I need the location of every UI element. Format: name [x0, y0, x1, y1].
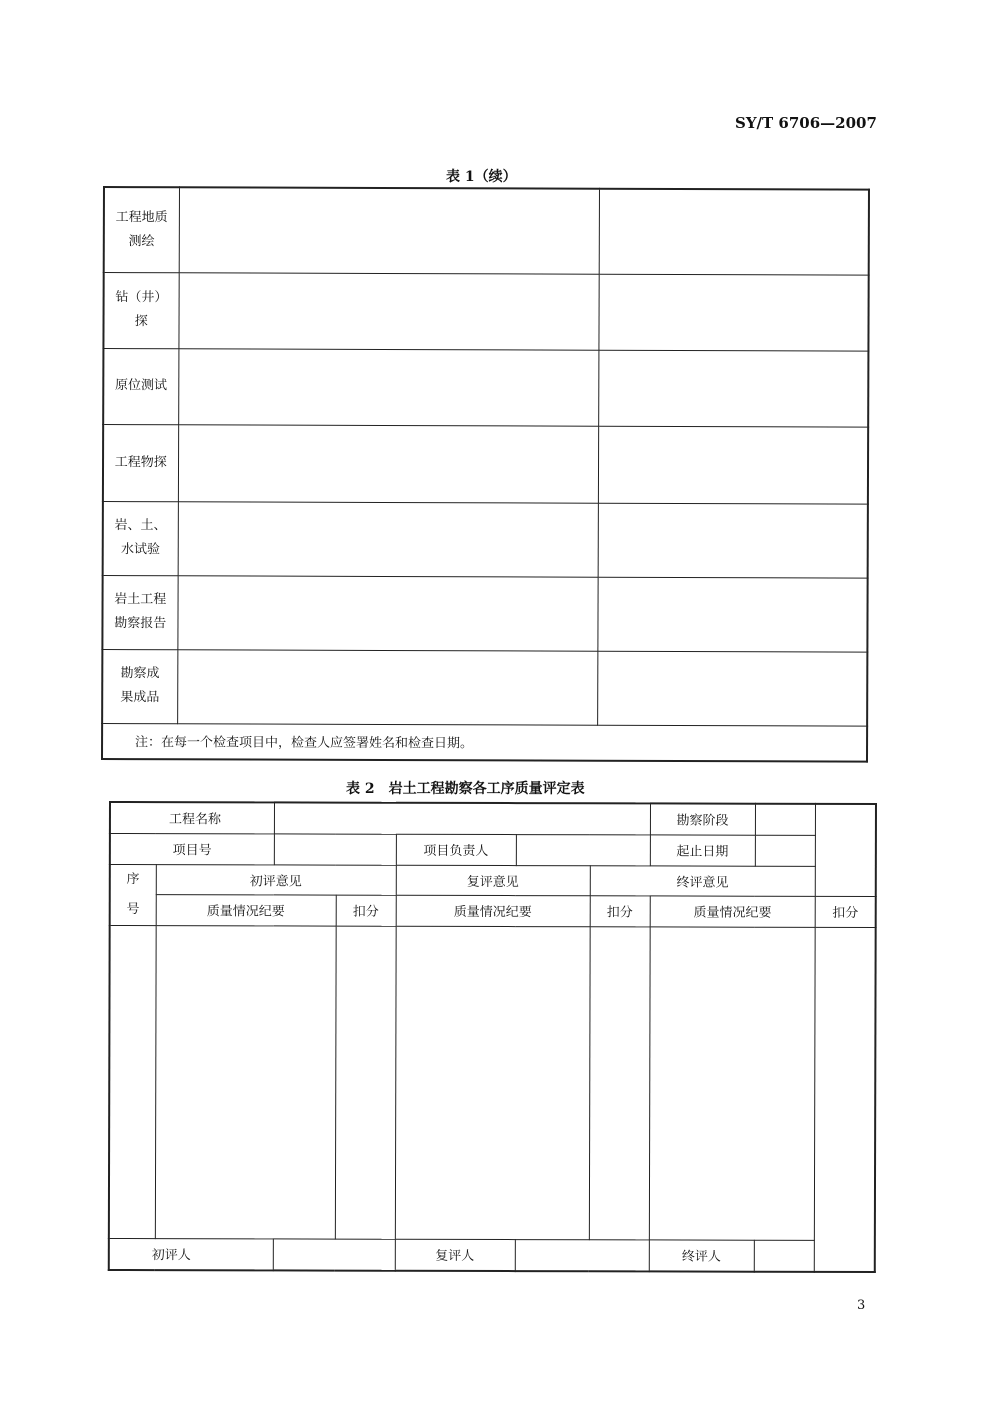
row-label: 岩土工程 勘察报告 — [102, 575, 177, 649]
re-review-header: 复评意见 — [396, 865, 590, 896]
table-row — [103, 272, 868, 351]
initial-deduction-body — [335, 926, 396, 1239]
table1-caption: 表 1（续） — [446, 169, 517, 185]
initial-review-header: 初评意见 — [156, 864, 396, 895]
table-row — [109, 1238, 875, 1272]
project-name-label: 工程名称 — [110, 802, 274, 833]
final-quality-summary-body — [649, 926, 815, 1239]
inspection-table-continued — [101, 186, 870, 762]
survey-stage-value — [755, 804, 816, 835]
table-row — [104, 187, 869, 275]
inspector-signature-cell — [598, 274, 868, 351]
survey-stage-label: 勘察阶段 — [650, 803, 755, 834]
re-quality-summary-body — [395, 926, 590, 1240]
table-row — [102, 649, 867, 726]
inspection-content-cell — [178, 501, 598, 576]
final-review-header: 终评意见 — [590, 865, 816, 896]
final-quality-summary-header: 质量情况纪要 — [650, 895, 816, 926]
table-row — [103, 424, 868, 504]
table-row — [109, 925, 876, 1240]
inspector-signature-cell — [597, 651, 867, 726]
final-reviewer-label: 终评人 — [649, 1239, 754, 1271]
inspector-signature-cell — [598, 426, 868, 504]
re-deduction-body — [589, 926, 650, 1239]
table-note: 注：在每一个检查项目中，检查人应签署姓名和检查日期。 — [102, 723, 867, 761]
project-name-value — [274, 802, 650, 834]
row-label: 勘察成 果成品 — [102, 649, 177, 723]
inspection-content-cell — [177, 649, 597, 724]
initial-deduction-header: 扣分 — [336, 895, 396, 926]
initial-quality-summary-header: 质量情况纪要 — [156, 894, 336, 925]
re-deduction-header: 扣分 — [590, 895, 650, 926]
re-quality-summary-header: 质量情况纪要 — [396, 895, 590, 927]
inspector-signature-cell — [598, 503, 868, 578]
inspection-content-cell — [178, 272, 598, 349]
inspection-content-cell — [177, 575, 597, 650]
inspection-content-cell — [179, 187, 599, 273]
page-number: 3 — [857, 1298, 866, 1313]
inspector-signature-cell — [597, 577, 867, 652]
table-row — [110, 894, 876, 927]
initial-reviewer-value — [273, 1238, 395, 1270]
start-end-date-label: 起止日期 — [650, 834, 755, 865]
project-no-label: 项目号 — [110, 833, 274, 864]
table-row — [102, 723, 867, 761]
inspector-signature-cell — [598, 350, 868, 427]
row-label: 钻（井） 探 — [103, 272, 178, 348]
row-label: 原位测试 — [103, 348, 178, 424]
row-label: 工程地质 测绘 — [104, 187, 179, 272]
initial-quality-summary-body — [155, 925, 336, 1238]
standard-number: SY/T 6706—2007 — [735, 114, 877, 132]
table-row — [103, 348, 868, 427]
row-label: 工程物探 — [103, 424, 178, 501]
row-label: 岩、土、 水试验 — [103, 501, 178, 575]
initial-reviewer-label: 初评人 — [109, 1238, 273, 1270]
sequence-header: 序 号 — [110, 864, 156, 925]
inspector-signature-cell — [599, 189, 869, 275]
inspection-content-cell — [178, 424, 598, 502]
table-row — [103, 501, 868, 578]
project-leader-value — [516, 834, 650, 865]
final-reviewer-value — [754, 1240, 815, 1272]
start-end-date-value — [755, 835, 816, 866]
table2-caption: 表 2 岩土工程勘察各工序质量评定表 — [346, 781, 585, 797]
project-leader-label: 项目负责人 — [396, 834, 516, 865]
final-deduction-header: 扣分 — [815, 896, 876, 927]
re-reviewer-label: 复评人 — [395, 1239, 515, 1271]
table-row — [110, 802, 876, 835]
table-row — [110, 833, 876, 866]
table-row — [110, 864, 876, 896]
quality-evaluation-table — [108, 801, 877, 1273]
table-row — [102, 575, 867, 652]
project-no-value — [274, 833, 396, 864]
re-reviewer-value — [515, 1239, 649, 1271]
sequence-body — [109, 925, 156, 1238]
inspection-content-cell — [178, 348, 598, 425]
